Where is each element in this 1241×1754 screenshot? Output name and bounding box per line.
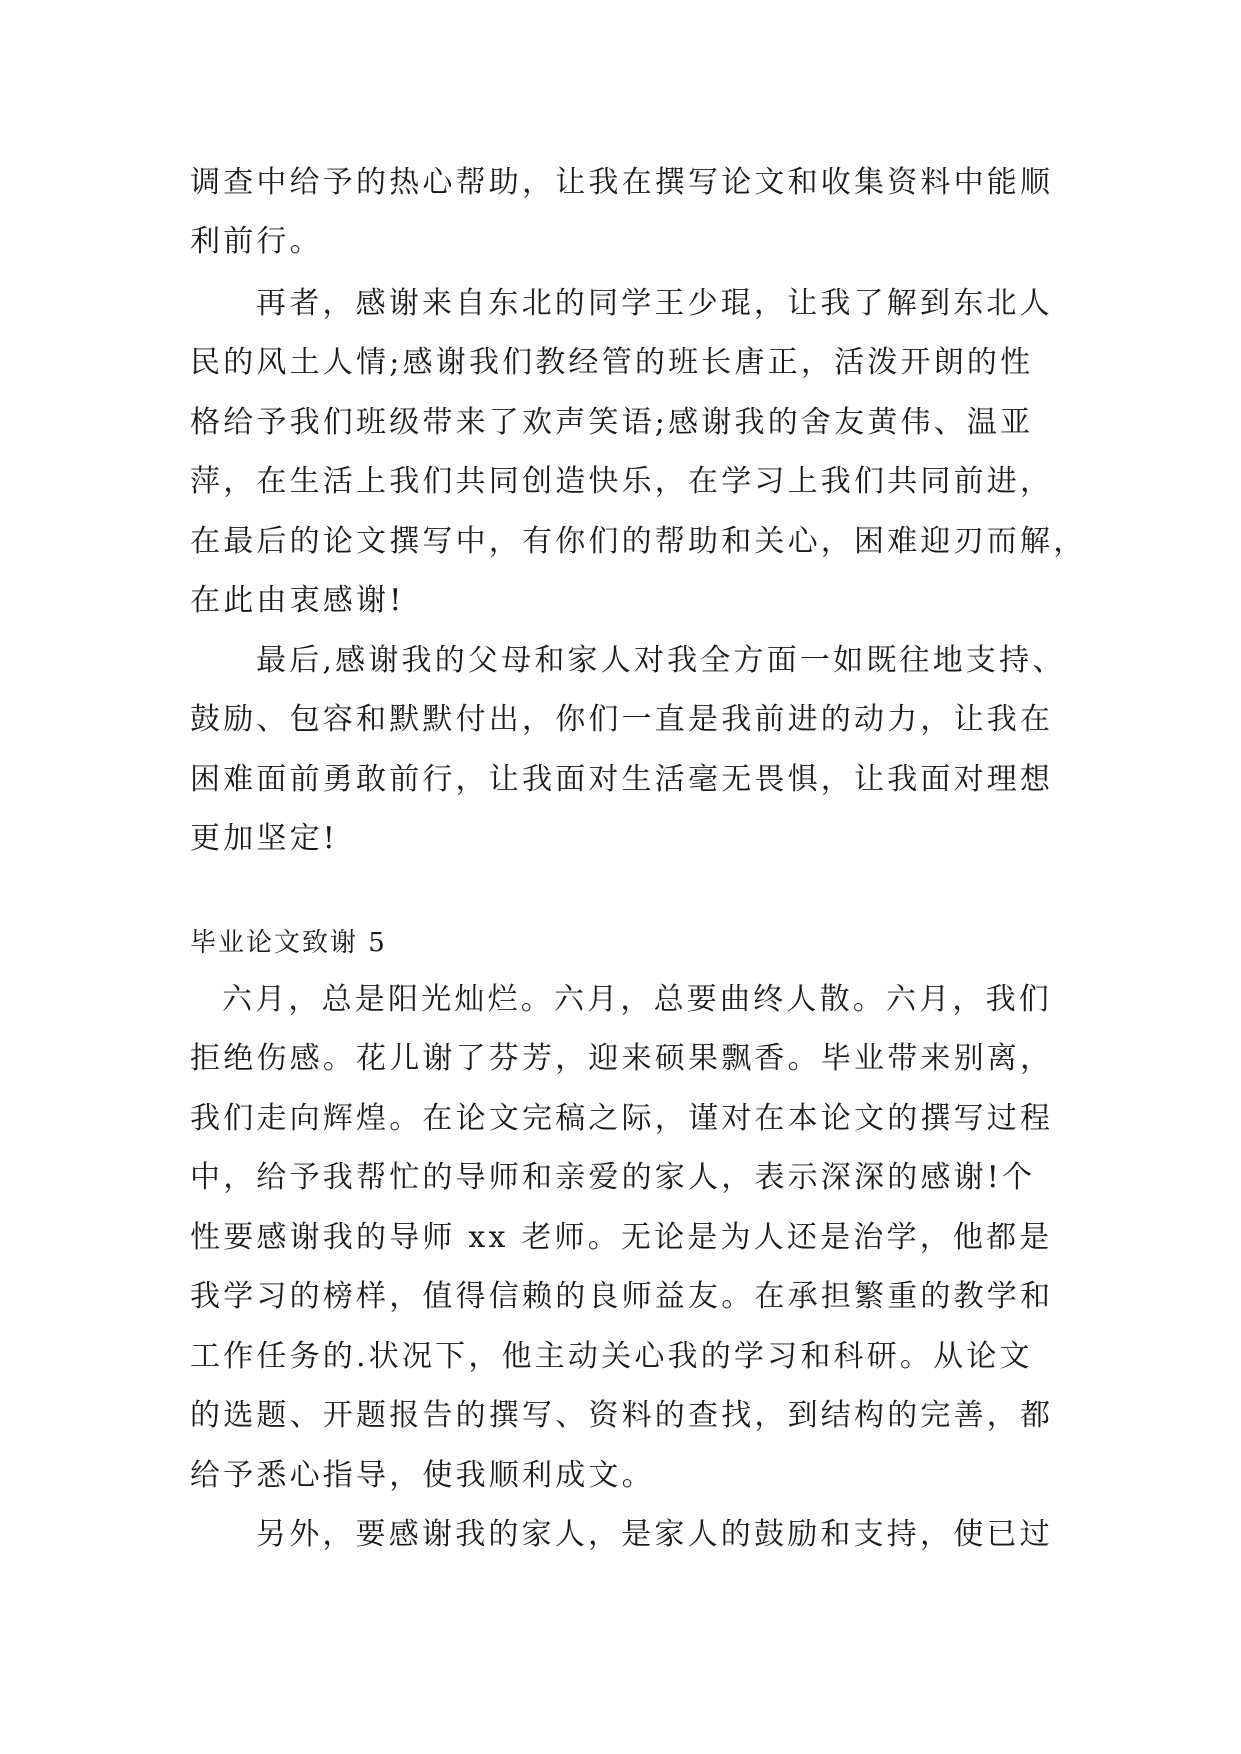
paragraph-4-line-1: 六月，总是阳光灿烂。六月，总要曲终人散。六月，我们 bbox=[222, 982, 1052, 1017]
paragraph-4-line-3: 我们走向辉煌。在论文完稿之际，谨对在本论文的撰写过程 bbox=[190, 1101, 1054, 1136]
paragraph-1-line-1: 调查中给予的热心帮助，让我在撰写论文和收集资料中能顺 bbox=[190, 165, 1054, 200]
paragraph-4-line-2: 拒绝伤感。花儿谢了芬芳，迎来硕果飘香。毕业带来别离， bbox=[190, 1041, 1054, 1076]
paragraph-2-line-4: 萍，在生活上我们共同创造快乐，在学习上我们共同前进， bbox=[190, 464, 1054, 499]
paragraph-3-line-3: 困难面前勇敢前行，让我面对生活毫无畏惧，让我面对理想 bbox=[190, 762, 1054, 797]
paragraph-2-line-3: 格给予我们班级带来了欢声笑语;感谢我的舍友黄伟、温亚 bbox=[190, 405, 1034, 440]
paragraph-2-line-1: 再者，感谢来自东北的同学王少琨，让我了解到东北人 bbox=[256, 286, 1053, 321]
paragraph-4-line-9: 给予悉心指导，使我顺利成文。 bbox=[190, 1458, 655, 1493]
paragraph-1-line-2: 利前行。 bbox=[190, 224, 323, 259]
paragraph-4-line-6: 我学习的榜样，值得信赖的良师益友。在承担繁重的教学和 bbox=[190, 1279, 1054, 1314]
paragraph-2-line-6: 在此由衷感谢! bbox=[190, 583, 405, 618]
section-heading: 毕业论文致谢 5 bbox=[190, 928, 387, 958]
paragraph-3-line-4: 更加坚定! bbox=[190, 821, 339, 856]
paragraph-4-line-7: 工作任务的.状况下，他主动关心我的学习和科研。从论文 bbox=[190, 1339, 1033, 1374]
paragraph-2-line-2: 民的风土人情;感谢我们教经管的班长唐正，活泼开朗的性 bbox=[190, 345, 1034, 380]
paragraph-2-line-5: 在最后的论文撰写中，有你们的帮助和关心，困难迎刃而解， bbox=[190, 524, 1087, 559]
paragraph-4-line-4: 中，给予我帮忙的导师和亲爱的家人，表示深深的感谢!个 bbox=[190, 1160, 1036, 1195]
paragraph-3-line-2: 鼓励、包容和默默付出，你们一直是我前进的动力，让我在 bbox=[190, 702, 1054, 737]
paragraph-4-line-8: 的选题、开题报告的撰写、资料的查找，到结构的完善，都 bbox=[190, 1398, 1054, 1433]
paragraph-3-line-1: 最后,感谢我的父母和家人对我全方面一如既往地支持、 bbox=[256, 643, 1066, 678]
paragraph-5-line-1: 另外，要感谢我的家人，是家人的鼓励和支持，使已过 bbox=[256, 1517, 1053, 1552]
paragraph-4-line-5: 性要感谢我的导师 xx 老师。无论是为人还是治学，他都是 bbox=[190, 1220, 1053, 1255]
